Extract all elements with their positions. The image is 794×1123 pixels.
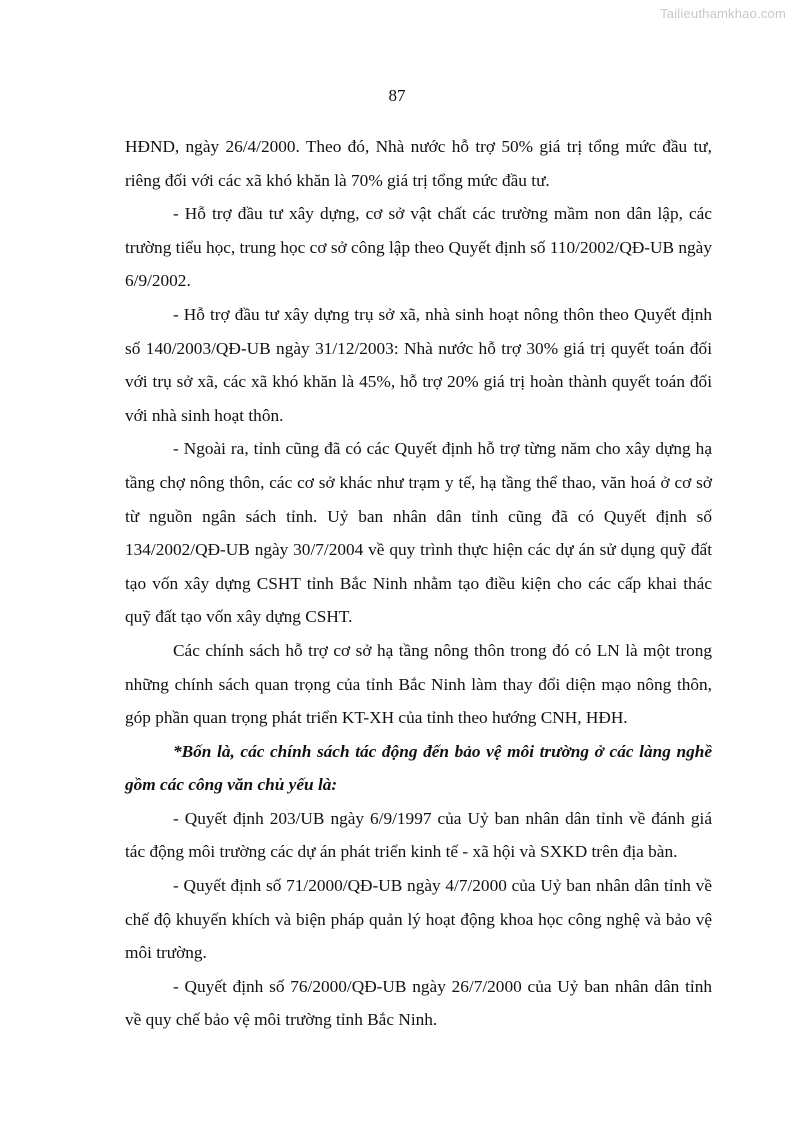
paragraph-decision-203: - Quyết định 203/UB ngày 6/9/1997 của Uỷ ban nhân dân tỉnh về đánh giá tác động môi trường các dự án phát triển kinh tế - xã hội và SXKD trên địa bàn. xyxy=(125,808,712,862)
paragraph-continuation: HĐND, ngày 26/4/2000. Theo đó, Nhà nước hỗ trợ 50% giá trị tổng mức đầu tư, riêng đối với các xã khó khăn là 70% giá trị tổng mức đầu tư. xyxy=(125,137,712,190)
paragraph-school-support: - Hỗ trợ đầu tư xây dựng, cơ sở vật chất các trường mầm non dân lập, các trường tiểu học, trung học cơ sở công lập theo Quyết định số 110/2002/QĐ-UB ngày 6/9/2002. xyxy=(125,204,712,291)
page-number: 87 xyxy=(388,86,406,105)
document-body xyxy=(125,130,712,1037)
paragraph-commune-office-support: - Hỗ trợ đầu tư xây dựng trụ sở xã, nhà sinh hoạt nông thôn theo Quyết định số 140/2003/QĐ-UB ngày 31/12/2003: Nhà nước hỗ trợ 30% giá trị quyết toán đối với trụ sở xã, các xã khó khăn là 45%, hỗ trợ 20% giá trị hoàn thành quyết toán đối với nhà sinh hoạt thôn. xyxy=(125,304,712,425)
paragraph-decision-71: - Quyết định số 71/2000/QĐ-UB ngày 4/7/2000 của Uỷ ban nhân dân tỉnh về chế độ khuyến khích và biện pháp quản lý hoạt động khoa học công nghệ và bảo vệ môi trường. xyxy=(125,876,712,963)
paragraph-infrastructure-policy: Các chính sách hỗ trợ cơ sở hạ tầng nông thôn trong đó có LN là một trong những chính sách quan trọng của tỉnh Bắc Ninh làm thay đổi diện mạo nông thôn, góp phần quan trọng phát triển KT-XH của tỉnh theo hướng CNH, HĐH. xyxy=(125,640,712,728)
section-heading-environment: *Bốn là, các chính sách tác động đến bảo vệ môi trường ở các làng nghề gồm các công văn chủ yếu là: xyxy=(125,741,712,795)
watermark-text: Tailieuthamkhao.com xyxy=(660,6,786,21)
paragraph-other-decisions: - Ngoài ra, tỉnh cũng đã có các Quyết định hỗ trợ từng năm cho xây dựng hạ tầng chợ nông thôn, các cơ sở khác như trạm y tế, hạ tầng thể thao, văn hoá ở cơ sở từ nguồn ngân sách tỉnh. Uỷ ban nhân dân tỉnh cũng đã có Quyết định số 134/2002/QĐ-UB ngày 30/7/2004 về quy trình thực hiện các dự án sử dụng quỹ đất tạo vốn xây dựng CSHT tỉnh Bắc Ninh nhằm tạo điều kiện cho các cấp khai thác quỹ đất tạo vốn xây dựng CSHT. xyxy=(125,439,712,627)
paragraph-decision-76: - Quyết định số 76/2000/QĐ-UB ngày 26/7/2000 của Uỷ ban nhân dân tỉnh về quy chế bảo vệ môi trường tỉnh Bắc Ninh. xyxy=(125,976,712,1030)
